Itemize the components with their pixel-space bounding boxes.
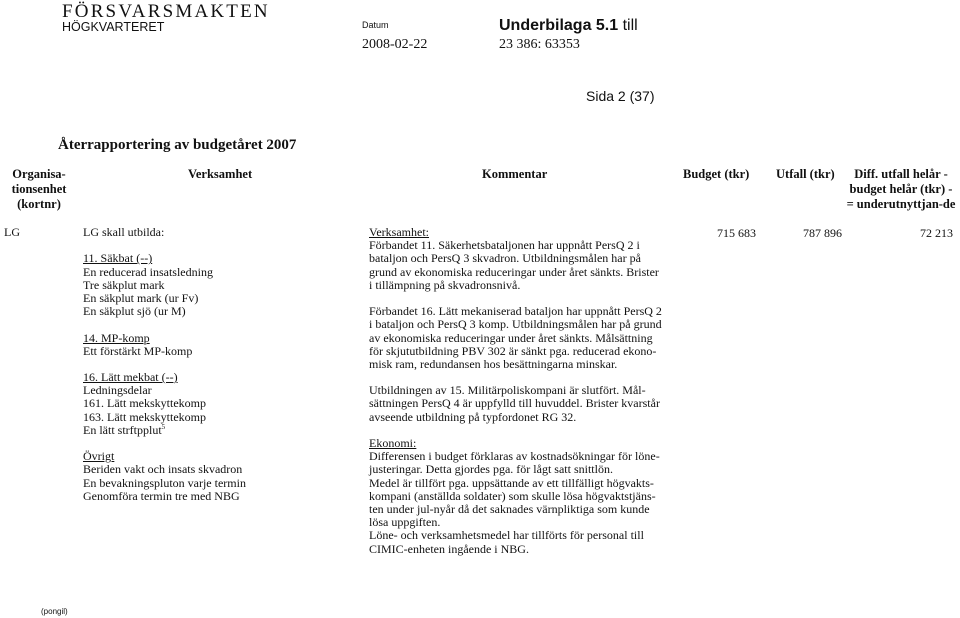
unit-line (83, 424, 246, 437)
column-header-diff: Diff. utfall helår - budget helår (tkr) - = underutnyttjan-de (846, 167, 956, 211)
comment-line: Differensen i budget förklaras av kostnadsökningar för löne- (369, 449, 660, 464)
comment-line: för skjututbildning PBV 302 är sänkt pga. reducerad ekono- (369, 343, 657, 358)
comment-line: CIMIC-enheten ingående i NBG. (369, 541, 529, 556)
comment-line: grund av ekonomiska reduceringar under året sänkts. Brister (369, 264, 659, 279)
ovrigt-title: Övrigt (83, 449, 115, 464)
footnote-marker: 5 (161, 422, 166, 431)
logo-text: FÖRSVARSMAKTEN (62, 1, 270, 22)
unit-line: Ett förstärkt MP-komp (83, 343, 193, 358)
unit-line: En säkplut mark (ur Fv) (83, 290, 199, 305)
budget-value: 715 683 (717, 226, 756, 240)
comment-line: justeringar. Detta gjordes pga. för lågt satt snittlön. (369, 462, 613, 477)
document-title-main: Underbilaga 5.1 (499, 17, 619, 34)
comment-line: Utbildningen av 15. Militärpoliskompani är slutfört. Mål- (369, 383, 646, 398)
comment-line: Förbandet 16. Lätt mekaniserad bataljon har uppnått PersQ 2 (369, 304, 662, 319)
kommentar-paragraph-4 (369, 450, 662, 556)
comment-line: misk ram, redundansen hos besättningarna minskar. (369, 356, 618, 371)
comment-line: Löne- och verksamhetsmedel har tillförts för personal till (369, 528, 644, 543)
comment-line: Förbandet 11. Säkerhetsbataljonen har uppnått PersQ 2 i (369, 238, 640, 253)
kommentar-paragraph-3 (369, 384, 662, 424)
ovrigt-line: Beriden vakt och insats skvadron (83, 462, 243, 477)
ovrigt-line: Genomföra termin tre med NBG (83, 488, 240, 503)
comment-line: i bataljon och PersQ 3 komp. Utbildningsmålen har på grund (369, 317, 662, 332)
report-title: Återrapportering av budgetåret 2007 (58, 137, 297, 153)
kommentar-ekonomi-title: Ekonomi: (369, 436, 417, 450)
document-reference: 23 386: 63353 (499, 37, 580, 52)
column-header-utfall: Utfall (tkr) (776, 167, 835, 181)
unit-line: 16. Lätt mekbat (--) (83, 370, 178, 385)
comment-line: kompani (anställda soldater) som skulle lösa högvaktstjäns- (369, 488, 656, 503)
diff-value: 72 213 (920, 226, 953, 240)
kommentar-paragraph-1 (369, 239, 662, 292)
unit-line: 11. Säkbat (--) (83, 251, 153, 266)
unit-line: En säkplut sjö (ur M) (83, 304, 186, 319)
comment-line: lösa uppgiften. (369, 515, 441, 530)
date-label: Datum (362, 20, 389, 30)
column-header-verksamhet: Verksamhet (188, 167, 253, 181)
unit-line: 163. Lätt mekskyttekomp (83, 409, 206, 424)
unit-line: Tre säkplut mark (83, 277, 165, 292)
comment-line: avseende utbildning på typfordonet RG 32. (369, 409, 577, 424)
document-title-suffix: till (622, 17, 638, 34)
org-cell: LG (4, 225, 20, 239)
verksamhet-ovrigt (83, 450, 246, 503)
verksamhet-group-1 (83, 252, 246, 318)
kommentar-paragraph-2 (369, 305, 662, 371)
date-value: 2008-02-22 (362, 37, 428, 52)
page-number: Sida 2 (37) (586, 88, 655, 104)
kommentar-cell (369, 226, 662, 556)
comment-line: Medel är tillfört pga. uppsättande av ett tillfälligt högvakts- (369, 475, 654, 490)
unit-line: En reducerad insatsledning (83, 264, 213, 279)
comment-line: i tillämpning på skvadronsnivå. (369, 277, 521, 292)
unit-line: 161. Lätt mekskyttekomp (83, 396, 206, 411)
ovrigt-line: En bevakningspluton varje termin (83, 475, 246, 490)
verksamhet-group-3 (83, 371, 246, 437)
comment-line: sättningen PersQ 4 är uppfylld till huvuddel. Brister kvarstår (369, 396, 660, 411)
verksamhet-cell (83, 226, 246, 503)
column-header-org: Organisa-tionsenhet (kortnr) (11, 167, 67, 211)
column-header-budget: Budget (tkr) (683, 167, 750, 181)
comment-line: bataljon och PersQ 3 skvadron. Utbildningsmålen har på (369, 251, 641, 266)
verksamhet-group-2 (83, 332, 246, 358)
utfall-value: 787 896 (803, 226, 842, 240)
comment-line: ten under jul-nyår då det saknades värnpliktiga som kunde (369, 501, 650, 516)
unit-line: Ledningsdelar (83, 383, 152, 398)
document-title (499, 17, 638, 35)
footer-note: (pongil) (41, 607, 68, 616)
unit-line-text: En lätt strftpplut (83, 422, 162, 437)
unit-line: 14. MP-komp (83, 330, 150, 345)
column-header-kommentar: Kommentar (482, 167, 548, 181)
kommentar-verksamhet-title: Verksamhet: (369, 225, 429, 239)
comment-line: av ekonomiska reduceringar under året sänkts. Målsättning (369, 330, 653, 345)
verksamhet-title: LG skall utbilda: (83, 225, 165, 239)
agency-name: HÖGKVARTERET (62, 20, 165, 34)
